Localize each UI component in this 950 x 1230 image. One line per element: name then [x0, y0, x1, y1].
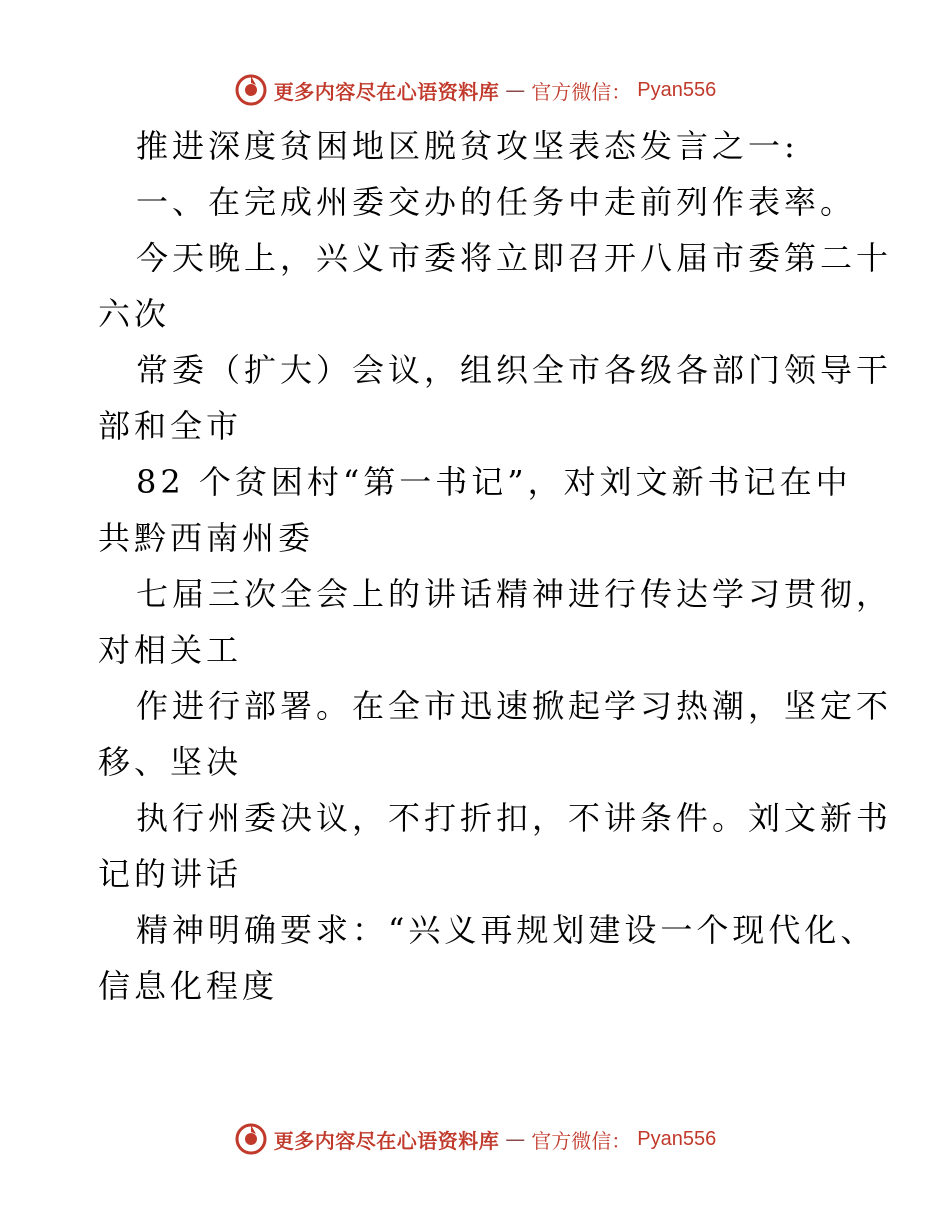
logo-icon — [234, 1122, 268, 1156]
text-line: 作进行部署。在全市迅速掀起学习热潮，坚定不 — [136, 687, 893, 725]
footer-banner — [0, 1121, 950, 1157]
banner-main-text: 更多内容尽在心语资料库 — [273, 1128, 500, 1153]
text-line: 记的讲话 — [98, 855, 243, 893]
banner-wechat-label: 官方微信： — [531, 1128, 632, 1153]
banner-wechat-id: Pyan556 — [637, 1127, 717, 1150]
text-line: 精神明确要求：“兴义再规划建设一个现代化、 — [136, 911, 877, 949]
banner-wechat-id: Pyan556 — [637, 78, 717, 101]
text-line: 82 个贫困村“第一书记”，对刘文新书记在中 — [136, 463, 852, 501]
banner-dash: — — [505, 78, 526, 102]
text-line: 对相关工 — [98, 631, 243, 669]
logo-icon — [234, 73, 268, 107]
banner-wechat-label: 官方微信： — [531, 79, 632, 104]
text-line: 常委（扩大）会议，组织全市各级各部门领导干 — [136, 351, 893, 389]
text-line: 推进深度贫困地区脱贫攻坚表态发言之一: — [136, 127, 799, 165]
text-line: 一、在完成州委交办的任务中走前列作表率。 — [136, 183, 857, 221]
text-line: 六次 — [98, 295, 171, 333]
text-line: 信息化程度 — [98, 967, 279, 1005]
text-line: 今天晚上，兴义市委将立即召开八届市委第二十 — [136, 239, 893, 277]
text-line: 执行州委决议，不打折扣，不讲条件。刘文新书 — [136, 799, 893, 837]
document-body — [98, 118, 893, 1014]
text-line: 七届三次全会上的讲话精神进行传达学习贯彻， — [136, 575, 893, 613]
text-line: 移、坚决 — [98, 743, 243, 781]
text-line: 共黔西南州委 — [98, 519, 315, 557]
banner-main-text: 更多内容尽在心语资料库 — [273, 79, 500, 104]
header-banner — [0, 72, 950, 108]
banner-dash: — — [505, 1127, 526, 1151]
text-line: 部和全市 — [98, 407, 243, 445]
